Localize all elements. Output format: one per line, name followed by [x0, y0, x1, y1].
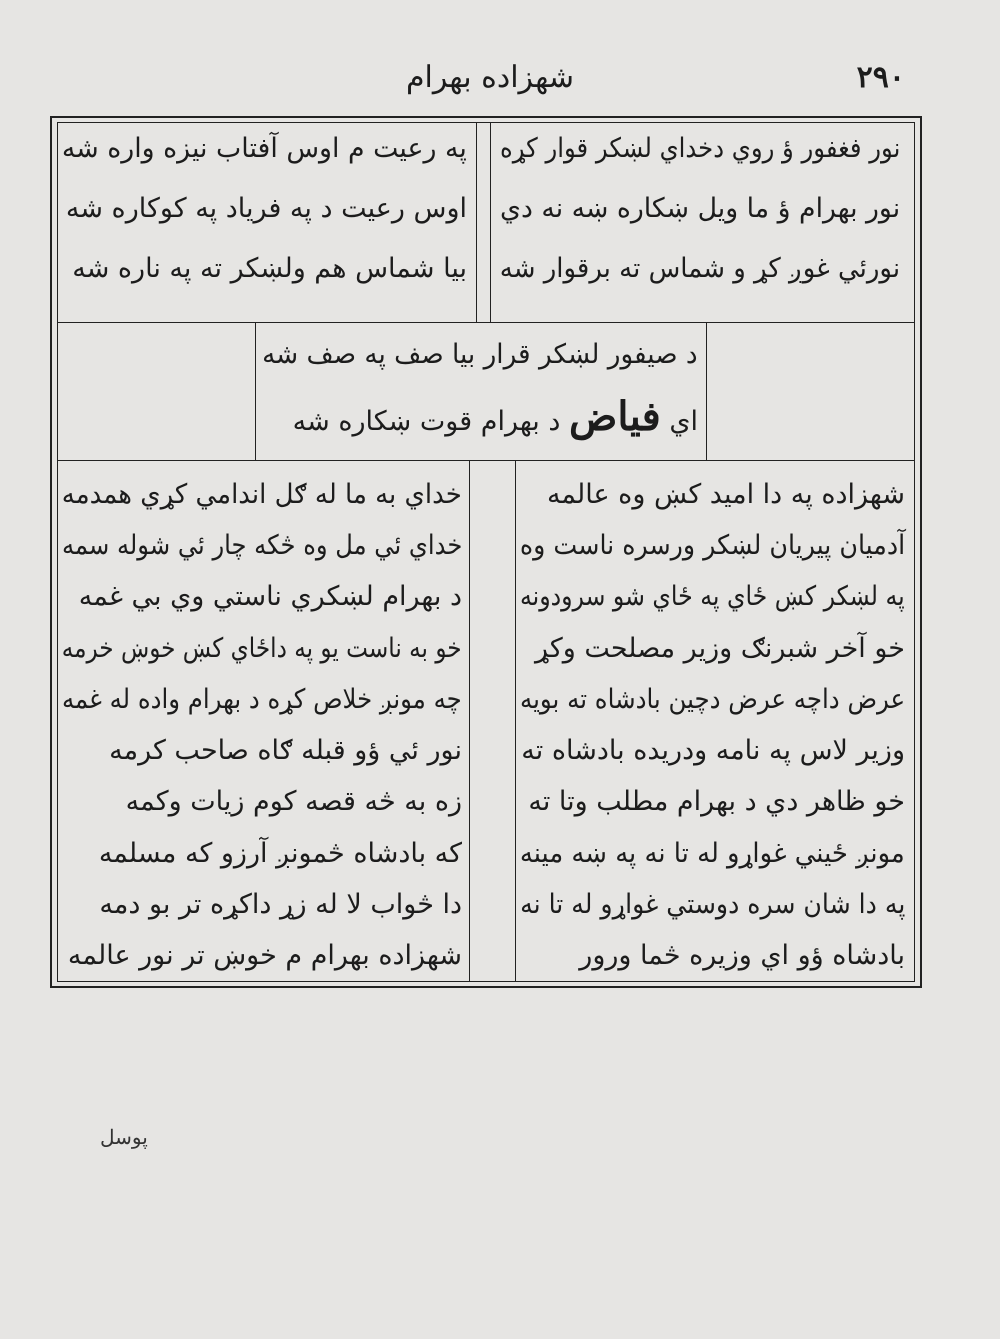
poet-name: فياض [569, 393, 661, 440]
top-right-verses [500, 130, 900, 320]
verse-line: مونږ ځيني غواړو له تا نه په ښه مينه [520, 838, 905, 869]
verse-line: آدميان پيريان لښكر ورسره ناست وه [519, 530, 905, 561]
verse-line: دا څواب لا له زړ داكړه تر بو دمه [99, 889, 462, 920]
verse-line-signature [292, 393, 698, 440]
top-column-divider-2 [490, 122, 491, 322]
verse-line: خو آخر شبرنګ وزير مصلحت وكړ [534, 633, 905, 664]
bottom-left-verses [62, 470, 462, 975]
verse-line: زه به څه قصه كوم زيات وكمه [125, 786, 462, 817]
running-title: شهزاده بهرام [405, 60, 575, 95]
verse-line: د صيفور لښكر قرار بيا صف په صف شه [262, 339, 698, 370]
top-left-verses [62, 130, 467, 320]
middle-section-bottom-rule [57, 460, 915, 461]
verse-line: خداي ئي مل وه څكه چار ئي شوله سمه [61, 530, 462, 561]
bottom-note: پوسل [100, 1125, 148, 1149]
signature-pre: اي [669, 406, 698, 437]
verse-line: بيا شماس هم ولښكر ته په ناره شه [72, 253, 467, 284]
page-number: ۲۹۰ [856, 60, 905, 95]
verse-line: اوس رعيت د په فرياد په كوكاره شه [65, 193, 467, 224]
middle-box-left-rule [255, 322, 256, 460]
verse-line: د بهرام لښكري ناستي وي بي غمه [78, 581, 462, 612]
bottom-column-divider-2 [515, 460, 516, 982]
middle-box-right-rule [706, 322, 707, 460]
verse-line: خداي به ما له ګل اندامي كړي همدمه [62, 479, 462, 510]
middle-verses [262, 330, 698, 455]
verse-line: عرض داچه عرض دچين بادشاه ته بويه [519, 684, 905, 715]
verse-line: نورئي غوږ كړ و شماس ته برقوار شه [499, 253, 900, 284]
bottom-right-verses [520, 470, 905, 975]
verse-line: نور ئي ؤو قبله ګاه صاحب كرمه [109, 735, 462, 766]
verse-line: نور بهرام ؤ ما ويل ښكاره ښه نه دي [499, 193, 900, 224]
verse-line: خو ظاهر دي د بهرام مطلب وتا ته [528, 786, 905, 817]
top-column-divider [476, 122, 477, 322]
verse-line: وزير لاس په نامه ودريده بادشاه ته [521, 735, 905, 766]
top-section-bottom-rule [57, 322, 915, 323]
verse-line: په لښكر كښ ځاي په ځاي شو سرودونه [520, 581, 905, 612]
bottom-column-divider [469, 460, 470, 982]
verse-line: شهزاده په دا اميد كښ وه عالمه [546, 479, 905, 510]
verse-line: نور فغفور ؤ روي دخداي لښكر قوار كړه [499, 133, 900, 164]
signature-post: د بهرام قوت ښكاره شه [292, 406, 561, 437]
page-header [0, 60, 1000, 110]
verse-line: شهزاده بهرام م خوښ تر نور عالمه [67, 940, 462, 971]
verse-line: بادشاه ؤو اي وزيره څما ورور [579, 940, 905, 971]
verse-line: په دا شان سره دوستي غواړو له تا نه [519, 889, 905, 920]
verse-line: خو به ناست يو په داځاي كښ خوښ خرمه [62, 633, 462, 664]
verse-line: كه بادشاه څمونږ آرزو كه مسلمه [98, 838, 462, 869]
verse-line: په رعيت م اوس آفتاب نيزه واره شه [62, 133, 467, 164]
verse-line: چه مونږ خلاص كړه د بهرام واده له غمه [62, 684, 462, 715]
